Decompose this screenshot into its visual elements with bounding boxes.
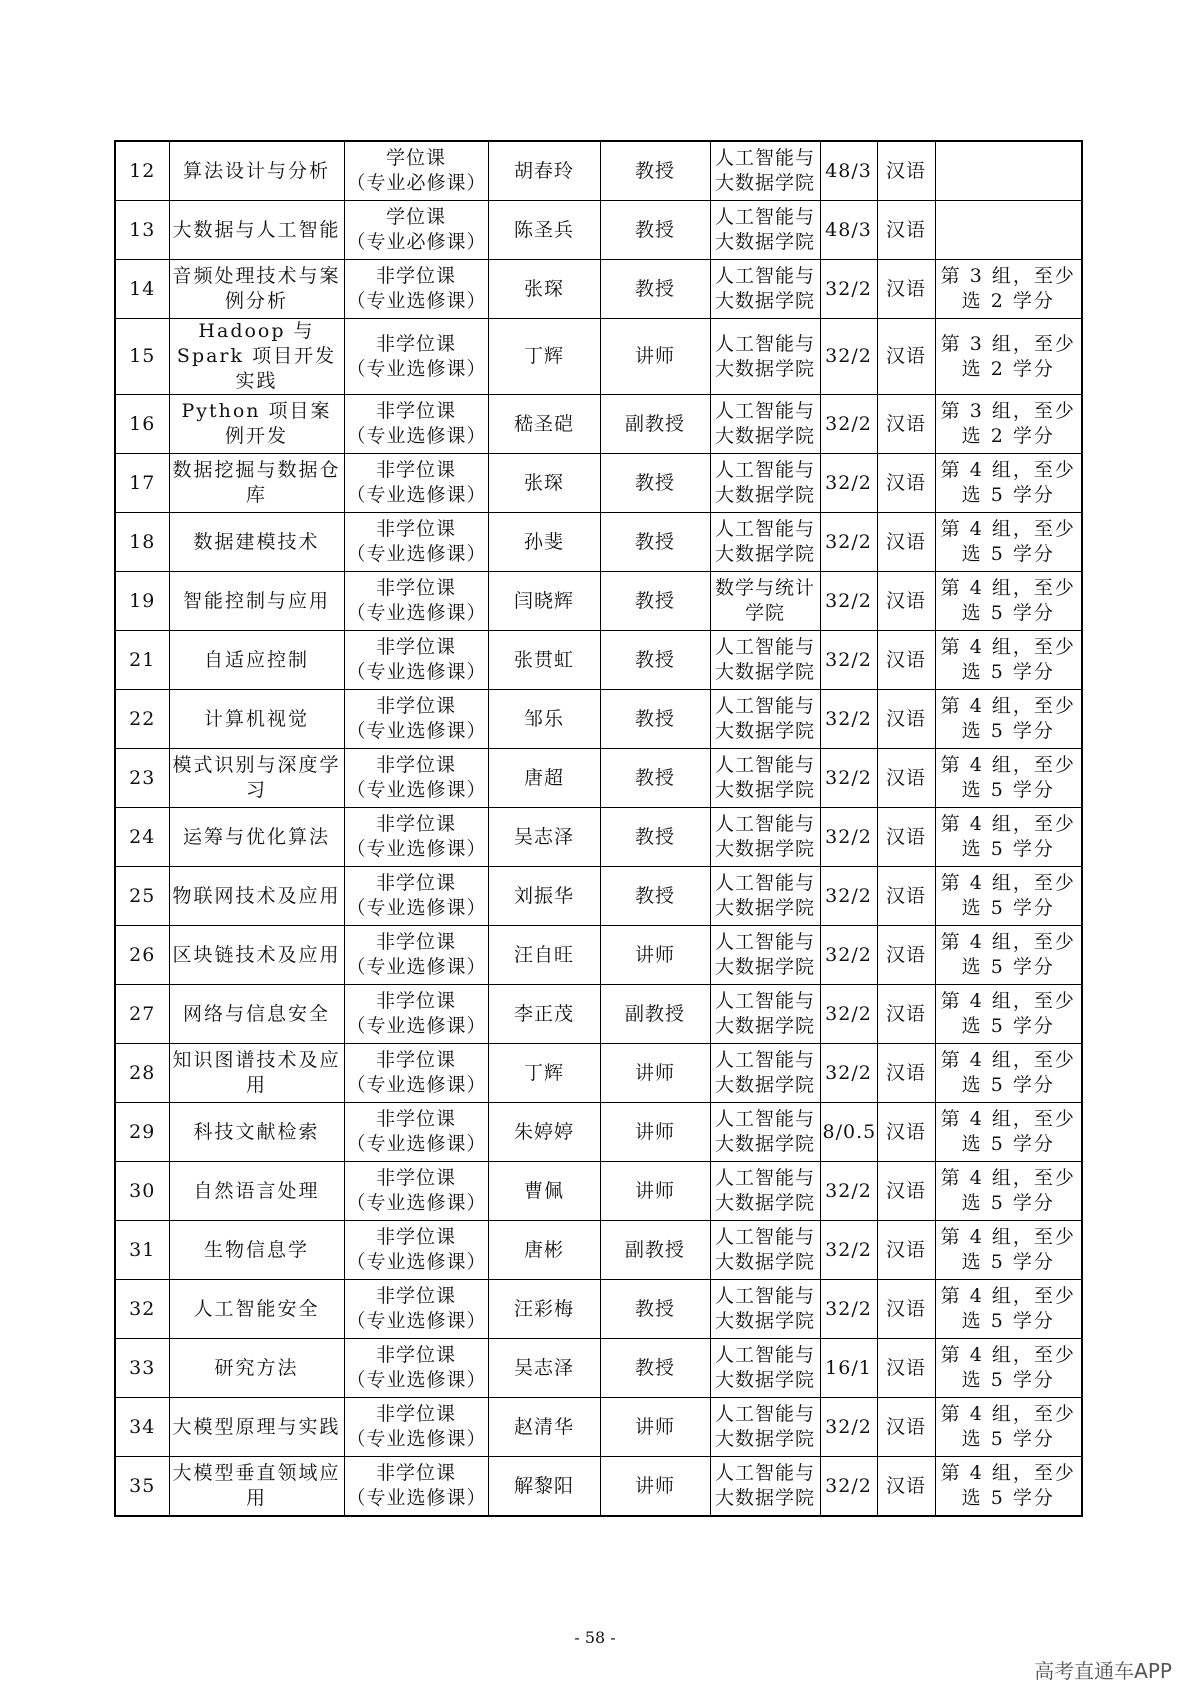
page-number: - 58 -: [574, 1628, 616, 1647]
teacher-title-cell: 教授: [600, 749, 710, 808]
hours-credits-cell: 32/2: [820, 572, 877, 631]
teacher-title-cell: 讲师: [600, 1103, 710, 1162]
college-cell: 人工智能与大数据学院: [710, 513, 820, 572]
course-type-label: 非学位课: [375, 931, 456, 953]
course-type-category: （专业选修课）: [346, 720, 487, 742]
course-type-category: （专业选修课）: [346, 1487, 487, 1509]
hours-credits-cell: 32/2: [820, 1162, 877, 1221]
course-type-cell: [344, 631, 488, 690]
course-type-label: 学位课: [385, 206, 446, 228]
course-number-cell: 12: [115, 141, 169, 201]
course-type-label: 非学位课: [375, 1285, 456, 1307]
table-row: [115, 1221, 1082, 1280]
note-cell: 第 4 组，至少选 5 学分: [935, 749, 1082, 808]
course-type-label: 非学位课: [375, 265, 456, 287]
teacher-cell: 丁辉: [488, 319, 600, 395]
course-number-cell: 13: [115, 201, 169, 260]
course-type-label: 非学位课: [375, 872, 456, 894]
table-row: [115, 926, 1082, 985]
teacher-title-cell: 教授: [600, 808, 710, 867]
course-number-cell: 25: [115, 867, 169, 926]
language-cell: 汉语: [877, 141, 935, 201]
course-number-cell: 18: [115, 513, 169, 572]
course-name-cell: Python 项目案例开发: [169, 395, 344, 454]
table-row: [115, 1162, 1082, 1221]
table-row: [115, 985, 1082, 1044]
table-row: [115, 749, 1082, 808]
language-cell: 汉语: [877, 1103, 935, 1162]
teacher-cell: 赵清华: [488, 1398, 600, 1457]
note-cell: 第 4 组，至少选 5 学分: [935, 1103, 1082, 1162]
note-cell: [935, 141, 1082, 201]
note-cell: 第 4 组，至少选 5 学分: [935, 631, 1082, 690]
teacher-cell: 孙斐: [488, 513, 600, 572]
course-name-cell: 运筹与优化算法: [169, 808, 344, 867]
note-cell: 第 3 组，至少选 2 学分: [935, 319, 1082, 395]
course-type-label: 非学位课: [375, 1167, 456, 1189]
course-name-cell: 数据挖掘与数据仓库: [169, 454, 344, 513]
hours-credits-cell: 48/3: [820, 201, 877, 260]
course-number-cell: 26: [115, 926, 169, 985]
course-type-category: （专业选修课）: [346, 1428, 487, 1450]
teacher-cell: 邹乐: [488, 690, 600, 749]
table-row: [115, 867, 1082, 926]
note-cell: 第 4 组，至少选 5 学分: [935, 808, 1082, 867]
table-row: [115, 260, 1082, 319]
table-row: [115, 1457, 1082, 1517]
course-name-cell: Hadoop 与 Spark 项目开发实践: [169, 319, 344, 395]
course-type-cell: [344, 690, 488, 749]
course-name-cell: 音频处理技术与案例分析: [169, 260, 344, 319]
course-type-category: （专业选修课）: [346, 1369, 487, 1391]
course-type-category: （专业选修课）: [346, 779, 487, 801]
teacher-cell: 陈圣兵: [488, 201, 600, 260]
course-type-label: 非学位课: [375, 459, 456, 481]
language-cell: 汉语: [877, 260, 935, 319]
language-cell: 汉语: [877, 1162, 935, 1221]
hours-credits-cell: 16/1: [820, 1339, 877, 1398]
course-type-category: （专业选修课）: [346, 838, 487, 860]
college-cell: 人工智能与大数据学院: [710, 1044, 820, 1103]
college-cell: 人工智能与大数据学院: [710, 631, 820, 690]
course-type-category: （专业选修课）: [346, 956, 487, 978]
hours-credits-cell: 32/2: [820, 454, 877, 513]
course-number-cell: 32: [115, 1280, 169, 1339]
teacher-cell: 张琛: [488, 454, 600, 513]
course-name-cell: 网络与信息安全: [169, 985, 344, 1044]
teacher-cell: 吴志泽: [488, 808, 600, 867]
language-cell: 汉语: [877, 926, 935, 985]
hours-credits-cell: 32/2: [820, 690, 877, 749]
course-name-cell: 区块链技术及应用: [169, 926, 344, 985]
note-cell: 第 3 组，至少选 2 学分: [935, 260, 1082, 319]
course-type-cell: [344, 260, 488, 319]
hours-credits-cell: 32/2: [820, 926, 877, 985]
teacher-cell: 汪彩梅: [488, 1280, 600, 1339]
course-type-category: （专业必修课）: [346, 172, 487, 194]
note-cell: [935, 201, 1082, 260]
course-type-label: 非学位课: [375, 1344, 456, 1366]
course-type-category: （专业选修课）: [346, 543, 487, 565]
teacher-cell: 闫晓辉: [488, 572, 600, 631]
teacher-cell: 吴志泽: [488, 1339, 600, 1398]
hours-credits-cell: 32/2: [820, 631, 877, 690]
teacher-cell: 李正茂: [488, 985, 600, 1044]
course-name-cell: 计算机视觉: [169, 690, 344, 749]
language-cell: 汉语: [877, 808, 935, 867]
course-type-cell: [344, 454, 488, 513]
hours-credits-cell: 32/2: [820, 1044, 877, 1103]
course-type-category: （专业必修课）: [346, 231, 487, 253]
course-name-cell: 科技文献检索: [169, 1103, 344, 1162]
language-cell: 汉语: [877, 867, 935, 926]
teacher-title-cell: 教授: [600, 513, 710, 572]
table-row: [115, 690, 1082, 749]
college-cell: 人工智能与大数据学院: [710, 141, 820, 201]
teacher-title-cell: 副教授: [600, 1221, 710, 1280]
language-cell: 汉语: [877, 319, 935, 395]
course-number-cell: 16: [115, 395, 169, 454]
table-row: [115, 395, 1082, 454]
teacher-title-cell: 教授: [600, 141, 710, 201]
course-type-category: （专业选修课）: [346, 1251, 487, 1273]
course-type-cell: [344, 1103, 488, 1162]
course-name-cell: 智能控制与应用: [169, 572, 344, 631]
hours-credits-cell: 32/2: [820, 260, 877, 319]
course-type-cell: [344, 201, 488, 260]
course-number-cell: 22: [115, 690, 169, 749]
course-type-cell: [344, 1162, 488, 1221]
course-type-cell: [344, 1280, 488, 1339]
college-cell: 人工智能与大数据学院: [710, 1339, 820, 1398]
course-type-label: 学位课: [385, 147, 446, 169]
course-type-category: （专业选修课）: [346, 897, 487, 919]
course-type-cell: [344, 513, 488, 572]
course-name-cell: 算法设计与分析: [169, 141, 344, 201]
college-cell: 人工智能与大数据学院: [710, 749, 820, 808]
course-type-label: 非学位课: [375, 400, 456, 422]
course-type-category: （专业选修课）: [346, 357, 487, 380]
course-type-cell: [344, 141, 488, 201]
course-type-cell: [344, 985, 488, 1044]
course-type-label: 非学位课: [375, 518, 456, 540]
course-type-category: （专业选修课）: [346, 484, 487, 506]
course-type-label: 非学位课: [375, 695, 456, 717]
teacher-title-cell: 教授: [600, 201, 710, 260]
language-cell: 汉语: [877, 1339, 935, 1398]
note-cell: 第 4 组，至少选 5 学分: [935, 454, 1082, 513]
hours-credits-cell: 32/2: [820, 985, 877, 1044]
course-type-cell: [344, 1398, 488, 1457]
note-cell: 第 4 组，至少选 5 学分: [935, 985, 1082, 1044]
college-cell: 人工智能与大数据学院: [710, 690, 820, 749]
college-cell: 人工智能与大数据学院: [710, 1221, 820, 1280]
note-cell: 第 4 组，至少选 5 学分: [935, 1162, 1082, 1221]
teacher-title-cell: 教授: [600, 454, 710, 513]
course-number-cell: 27: [115, 985, 169, 1044]
college-cell: 人工智能与大数据学院: [710, 454, 820, 513]
college-cell: 人工智能与大数据学院: [710, 319, 820, 395]
table-row: [115, 1044, 1082, 1103]
language-cell: 汉语: [877, 749, 935, 808]
course-type-label: 非学位课: [375, 813, 456, 835]
college-cell: 人工智能与大数据学院: [710, 867, 820, 926]
course-number-cell: 19: [115, 572, 169, 631]
hours-credits-cell: 32/2: [820, 395, 877, 454]
teacher-title-cell: 讲师: [600, 926, 710, 985]
language-cell: 汉语: [877, 1044, 935, 1103]
teacher-cell: 嵇圣硙: [488, 395, 600, 454]
college-cell: 人工智能与大数据学院: [710, 1280, 820, 1339]
teacher-cell: 解黎阳: [488, 1457, 600, 1517]
course-type-cell: [344, 749, 488, 808]
college-cell: 人工智能与大数据学院: [710, 1457, 820, 1517]
course-name-cell: 人工智能安全: [169, 1280, 344, 1339]
course-name-cell: 自然语言处理: [169, 1162, 344, 1221]
hours-credits-cell: 32/2: [820, 749, 877, 808]
course-type-cell: [344, 1457, 488, 1517]
course-type-label: 非学位课: [375, 754, 456, 776]
table-row: [115, 1398, 1082, 1457]
teacher-cell: 汪自旺: [488, 926, 600, 985]
language-cell: 汉语: [877, 513, 935, 572]
course-name-cell: 大数据与人工智能: [169, 201, 344, 260]
course-type-cell: [344, 1339, 488, 1398]
note-cell: 第 4 组，至少选 5 学分: [935, 513, 1082, 572]
table-row: [115, 141, 1082, 201]
note-cell: 第 4 组，至少选 5 学分: [935, 926, 1082, 985]
course-number-cell: 30: [115, 1162, 169, 1221]
hours-credits-cell: 32/2: [820, 1280, 877, 1339]
teacher-title-cell: 教授: [600, 690, 710, 749]
language-cell: 汉语: [877, 1221, 935, 1280]
table-row: [115, 1280, 1082, 1339]
college-cell: 人工智能与大数据学院: [710, 926, 820, 985]
course-type-label: 非学位课: [375, 1403, 456, 1425]
course-type-cell: [344, 867, 488, 926]
course-name-cell: 生物信息学: [169, 1221, 344, 1280]
course-type-category: （专业选修课）: [346, 1015, 487, 1037]
table-row: [115, 631, 1082, 690]
course-type-cell: [344, 1044, 488, 1103]
college-cell: 人工智能与大数据学院: [710, 808, 820, 867]
teacher-title-cell: 讲师: [600, 1398, 710, 1457]
teacher-cell: 唐超: [488, 749, 600, 808]
note-cell: 第 4 组，至少选 5 学分: [935, 867, 1082, 926]
course-type-label: 非学位课: [375, 332, 456, 355]
language-cell: 汉语: [877, 572, 935, 631]
teacher-title-cell: 教授: [600, 1280, 710, 1339]
teacher-title-cell: 教授: [600, 867, 710, 926]
language-cell: 汉语: [877, 985, 935, 1044]
course-name-cell: 自适应控制: [169, 631, 344, 690]
college-cell: 人工智能与大数据学院: [710, 395, 820, 454]
course-type-label: 非学位课: [375, 577, 456, 599]
hours-credits-cell: 32/2: [820, 513, 877, 572]
teacher-title-cell: 讲师: [600, 319, 710, 395]
course-name-cell: 物联网技术及应用: [169, 867, 344, 926]
hours-credits-cell: 48/3: [820, 141, 877, 201]
table-row: [115, 572, 1082, 631]
teacher-title-cell: 教授: [600, 1339, 710, 1398]
note-cell: 第 4 组，至少选 5 学分: [935, 1457, 1082, 1517]
table-row: [115, 1339, 1082, 1398]
language-cell: 汉语: [877, 1280, 935, 1339]
language-cell: 汉语: [877, 690, 935, 749]
language-cell: 汉语: [877, 1457, 935, 1517]
course-type-category: （专业选修课）: [346, 425, 487, 447]
table-row: [115, 1103, 1082, 1162]
table-row: [115, 513, 1082, 572]
note-cell: 第 4 组，至少选 5 学分: [935, 1044, 1082, 1103]
course-number-cell: 14: [115, 260, 169, 319]
course-type-label: 非学位课: [375, 1108, 456, 1130]
table-row: [115, 808, 1082, 867]
course-name-cell: 知识图谱技术及应用: [169, 1044, 344, 1103]
teacher-cell: 胡春玲: [488, 141, 600, 201]
course-number-cell: 33: [115, 1339, 169, 1398]
course-number-cell: 23: [115, 749, 169, 808]
course-table: [114, 140, 1083, 1517]
teacher-cell: 张琛: [488, 260, 600, 319]
course-type-cell: [344, 572, 488, 631]
note-cell: 第 4 组，至少选 5 学分: [935, 1280, 1082, 1339]
teacher-cell: 张贯虹: [488, 631, 600, 690]
hours-credits-cell: 32/2: [820, 1221, 877, 1280]
note-cell: 第 4 组，至少选 5 学分: [935, 572, 1082, 631]
teacher-title-cell: 讲师: [600, 1457, 710, 1517]
table-row: [115, 454, 1082, 513]
course-type-label: 非学位课: [375, 990, 456, 1012]
language-cell: 汉语: [877, 1398, 935, 1457]
course-type-cell: [344, 395, 488, 454]
teacher-title-cell: 讲师: [600, 1162, 710, 1221]
course-name-cell: 大模型垂直领域应用: [169, 1457, 344, 1517]
course-type-category: （专业选修课）: [346, 661, 487, 683]
course-number-cell: 24: [115, 808, 169, 867]
course-name-cell: 研究方法: [169, 1339, 344, 1398]
college-cell: 人工智能与大数据学院: [710, 1162, 820, 1221]
course-type-cell: [344, 319, 488, 395]
course-type-category: （专业选修课）: [346, 1074, 487, 1096]
teacher-title-cell: 副教授: [600, 985, 710, 1044]
college-cell: 人工智能与大数据学院: [710, 985, 820, 1044]
course-number-cell: 21: [115, 631, 169, 690]
course-number-cell: 31: [115, 1221, 169, 1280]
course-type-cell: [344, 1221, 488, 1280]
course-type-cell: [344, 808, 488, 867]
language-cell: 汉语: [877, 201, 935, 260]
note-cell: 第 4 组，至少选 5 学分: [935, 690, 1082, 749]
course-name-cell: 数据建模技术: [169, 513, 344, 572]
language-cell: 汉语: [877, 395, 935, 454]
note-cell: 第 4 组，至少选 5 学分: [935, 1339, 1082, 1398]
teacher-title-cell: 教授: [600, 631, 710, 690]
course-type-category: （专业选修课）: [346, 290, 487, 312]
teacher-title-cell: 副教授: [600, 395, 710, 454]
hours-credits-cell: 32/2: [820, 319, 877, 395]
note-cell: 第 4 组，至少选 5 学分: [935, 1221, 1082, 1280]
course-type-category: （专业选修课）: [346, 1133, 487, 1155]
course-type-category: （专业选修课）: [346, 602, 487, 624]
language-cell: 汉语: [877, 631, 935, 690]
course-type-category: （专业选修课）: [346, 1310, 487, 1332]
teacher-title-cell: 讲师: [600, 1044, 710, 1103]
course-number-cell: 17: [115, 454, 169, 513]
table-body: [115, 141, 1082, 1516]
college-cell: 人工智能与大数据学院: [710, 260, 820, 319]
course-number-cell: 29: [115, 1103, 169, 1162]
language-cell: 汉语: [877, 454, 935, 513]
teacher-cell: 曹佩: [488, 1162, 600, 1221]
course-type-label: 非学位课: [375, 1462, 456, 1484]
watermark: 高考直通车APP: [1034, 1659, 1172, 1683]
course-number-cell: 34: [115, 1398, 169, 1457]
hours-credits-cell: 32/2: [820, 808, 877, 867]
table-row: [115, 319, 1082, 395]
college-cell: 人工智能与大数据学院: [710, 201, 820, 260]
course-name-cell: 大模型原理与实践: [169, 1398, 344, 1457]
college-cell: 人工智能与大数据学院: [710, 1103, 820, 1162]
teacher-cell: 唐彬: [488, 1221, 600, 1280]
course-type-cell: [344, 926, 488, 985]
course-name-cell: 模式识别与深度学习: [169, 749, 344, 808]
table-row: [115, 201, 1082, 260]
course-type-category: （专业选修课）: [346, 1192, 487, 1214]
teacher-cell: 丁辉: [488, 1044, 600, 1103]
teacher-title-cell: 教授: [600, 260, 710, 319]
hours-credits-cell: 32/2: [820, 1457, 877, 1517]
note-cell: 第 3 组，至少选 2 学分: [935, 395, 1082, 454]
course-number-cell: 28: [115, 1044, 169, 1103]
college-cell: 人工智能与大数据学院: [710, 1398, 820, 1457]
course-type-label: 非学位课: [375, 1049, 456, 1071]
hours-credits-cell: 8/0.5: [820, 1103, 877, 1162]
course-type-label: 非学位课: [375, 1226, 456, 1248]
hours-credits-cell: 32/2: [820, 867, 877, 926]
teacher-title-cell: 教授: [600, 572, 710, 631]
course-number-cell: 35: [115, 1457, 169, 1517]
teacher-cell: 刘振华: [488, 867, 600, 926]
course-number-cell: 15: [115, 319, 169, 395]
hours-credits-cell: 32/2: [820, 1398, 877, 1457]
note-cell: 第 4 组，至少选 5 学分: [935, 1398, 1082, 1457]
teacher-cell: 朱婷婷: [488, 1103, 600, 1162]
college-cell: 数学与统计学院: [710, 572, 820, 631]
course-type-label: 非学位课: [375, 636, 456, 658]
